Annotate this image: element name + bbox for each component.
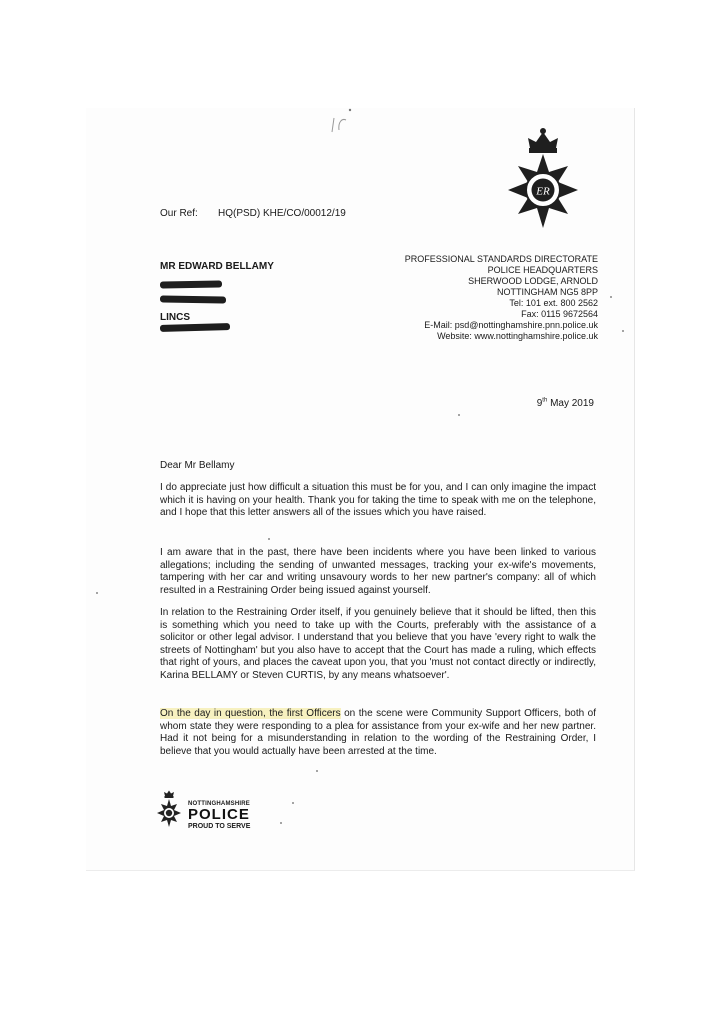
police-crest-icon — [500, 128, 586, 234]
date-day: 9 — [536, 398, 543, 409]
letter-date — [480, 398, 594, 409]
our-ref-label: Our Ref: — [160, 208, 198, 219]
redacted-address-line — [160, 295, 226, 303]
redacted-address-line — [160, 280, 222, 288]
sender-fax: Fax: 0115 9672564 — [521, 309, 598, 319]
crest-monogram: ER — [536, 185, 550, 198]
scan-speck — [316, 770, 318, 772]
sender-site: SHERWOOD LODGE, ARNOLD — [468, 276, 598, 286]
handwritten-mark — [326, 108, 356, 138]
date-month-year: May 2019 — [547, 398, 594, 409]
scan-speck — [268, 538, 270, 540]
footer-force-name: POLICE — [188, 806, 250, 823]
sender-department: PROFESSIONAL STANDARDS DIRECTORATE — [404, 254, 598, 264]
paragraph: I do appreciate just how difficult a situation this must be for you, and I can only imagine the impact which it is having on your health. Thank you for taking the time to speak with me on the telephone, and I hope that this letter answers all of the issues which you have raised. — [160, 482, 596, 518]
footer-motto: PROUD TO SERVE — [188, 823, 251, 830]
sender-website: Website: www.nottinghamshire.police.uk — [437, 331, 598, 341]
sender-building: POLICE HEADQUARTERS — [487, 265, 598, 275]
footer-brand — [188, 800, 250, 831]
scan-speck — [622, 330, 624, 332]
sender-tel: Tel: 101 ext. 800 2562 — [509, 298, 598, 308]
date-suffix: th — [542, 397, 548, 404]
scan-speck — [280, 822, 282, 824]
paragraph — [160, 708, 596, 758]
scan-speck — [292, 802, 294, 804]
highlighted-text: On the day in question, the first Officers — [160, 708, 341, 719]
scan-speck — [610, 296, 612, 298]
paragraph: In relation to the Restraining Order itself, if you genuinely believe that it should be lifted, then this is something which you need to take up with the Courts, preferably with the assistance of a solicitor or other legal advisor. I understand that you believe that you have 'every right to walk the streets of Nottingham' but you also have to accept that the Court has made a ruling, which effects that right of yours, and places the caveat upon you, that you 'must not contact directly or indirectly, Karina BELLAMY or Steven CURTIS, by any means whatsoever'. — [160, 607, 596, 681]
our-ref-value: HQ(PSD) KHE/CO/00012/19 — [218, 208, 346, 219]
addressee-county: LINCS — [160, 312, 190, 323]
footer-county: NOTTINGHAMSHIRE — [188, 801, 250, 807]
addressee-name: MR EDWARD BELLAMY — [160, 261, 274, 272]
scan-speck — [458, 414, 460, 416]
police-star-logo-icon — [156, 790, 182, 832]
sender-address-block — [382, 254, 598, 342]
sender-email: E-Mail: psd@nottinghamshire.pnn.police.uk — [424, 320, 598, 330]
scan-speck — [96, 592, 98, 594]
paragraph-text: on the scene were Community Support Officers, both of whom state they were responding to a plea for assistance from your ex-wife and her new partner. Had it not being for a misunderstanding in relation to the wording of the Restraining Order, I believe that you would actually have been arrested at the time. — [160, 708, 597, 757]
paragraph: I am aware that in the past, there have been incidents where you have been linked to various allegations; including the sending of unwanted messages, tracking your ex-wife's movements, tampering with her car and writing unsavoury words to her new partner's company: all of which resulted in a Restraining Order being issued against yourself. — [160, 547, 596, 596]
salutation: Dear Mr Bellamy — [160, 460, 235, 471]
sender-city: NOTTINGHAM NG5 8PP — [496, 287, 598, 297]
